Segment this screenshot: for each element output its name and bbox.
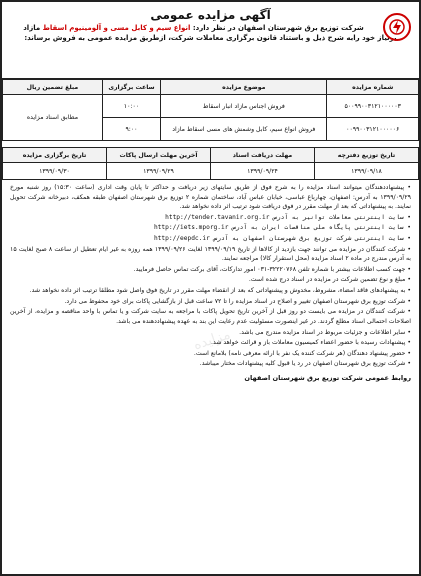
paragraph: • حضور پیشنهاد دهندگان (هر شرکت کننده یک نفر با ارائه معرفی نامه) بلامانع است. <box>10 349 411 359</box>
column-header: تاریخ توزیع دفترچه <box>315 148 419 163</box>
paragraph: • سایر اطلاعات و جزئیات مربوط در اسناد مزایده مندرج می باشد. <box>10 328 411 338</box>
date-cell: ۱۳۹۹/۰۹/۳۰ <box>3 163 107 180</box>
table-header-row <box>3 148 419 163</box>
eepdc-link[interactable]: • سایت اینترنتی شرکت توزیع برق شهرستان اصفهان به آدرس http://eepdc.ir <box>10 234 411 244</box>
paragraph: • به پیشنهادهای فاقد امضاء، مشروط، مخدوش و پیشنهاداتی که بعد از انقضاء مهلت مقرر در تاریخ فوق واصل شود مطلقا ترتیب اثر داده نخواهد شد. <box>10 286 411 296</box>
table-row <box>3 163 419 180</box>
tavanir-link[interactable]: • سایت اینترنتی معاملات توانیر به آدرس http://tender.tavanir.org.ir <box>10 213 411 223</box>
auction-subject: فروش انواع سیم، کابل وشمش های مسی اسقاط مازاد <box>161 118 327 141</box>
column-header: موضوع مزایده <box>161 80 327 95</box>
column-header: مبلغ تضمین ریال <box>3 80 103 95</box>
page-title: آگهی مزایده عمومی <box>150 8 271 22</box>
column-header: ساعت برگزاری <box>102 80 160 95</box>
paragraph: • شرکت کنندگان در مزایده می بایست دو روز قبل از آخرین تاریخ تحویل پاکات با مراجعه به سایت شرکت و یا تماس با واحد مناقصه و مزایده، از آخرین اصلاحات احتمالی اسناد مطلع گردند. در غیر اینصورت مسئولیت عدم رعایت این بند به عهده پیشنهاددهنده می باشد. <box>10 307 411 326</box>
column-header: تاریخ برگزاری مزایده <box>3 148 107 163</box>
paragraph: • پیشنهادات رسیده با حضور اعضاء کمیسیون معاملات باز و قرائت خواهد شد. <box>10 338 411 348</box>
paragraph: • شرکت توزیع برق شهرستان اصفهان تغییر و اصلاح در اسناد مزایده را تا ۷۲ ساعت قبل از بازگشایی پاکات برای خود محفوظ می دارد. <box>10 297 411 307</box>
auction-time: ۹:۰۰ <box>102 118 160 141</box>
subtitle-prefix: شرکت توزیع برق شهرستان اصفهان در نظر دارد: <box>192 24 364 32</box>
table-header-row <box>3 80 419 95</box>
iets-link[interactable]: • سایت اینترنتی پایگاه ملی مناقصات ایران به آدرس http://iets.mporg.ir <box>10 223 411 233</box>
dates-table <box>2 147 419 180</box>
paragraph: • پیشنهاددهندگان میتوانند اسناد مزایده را به شرح فوق از طریق سایتهای زیر دریافت و حداکثر تا پایان وقت اداری (ساعت ۱۵:۳۰) روز شنبه مورخ ۱۳۹۹/۰۹/۲۹ به آدرس: اصفهان، چهارباغ عباسی، خیابان عباس آباد، ساختمان شماره ۲ توزیع برق شهرستان اصفهان طبقه همکف، دبیرخانه شرکت تحویل نمایند. به پیشنهاداتی که بعد از مهلت مقرر در فوق دریافت شود ترتیب اثر داده نخواهد شد. <box>10 183 411 212</box>
subtitle-suffix: مازاد <box>23 24 41 32</box>
paragraph: • مبلغ و نوع تضمین شرکت در مزایده در اسناد درج شده است. <box>10 275 411 285</box>
column-header: شماره مزایده <box>327 80 419 95</box>
watermark: مزایده <box>191 326 233 354</box>
auction-number: ۰۰۹۹۰۰۳۱۲۱۰۰۰۰۰۶ <box>327 118 419 141</box>
column-header: آخرین مهلت ارسال پاکات <box>107 148 211 163</box>
paragraph: • جهت کسب اطلاعات بیشتر با شماره تلفن ۳۲۲۲۰۷۶۸-۰۳۱ امور تدارکات، آقای برکت تماس حاصل فرمایید. <box>10 265 411 275</box>
auction-subject: فروش اجناس مازاد انبار اسقاط <box>161 95 327 118</box>
column-header: مهلت دریافت اسناد <box>211 148 315 163</box>
date-cell: ۱۳۹۹/۰۹/۱۸ <box>315 163 419 180</box>
header <box>2 8 419 79</box>
date-cell: ۱۳۹۹/۰۹/۲۴ <box>211 163 315 180</box>
guarantee-note: مطابق اسناد مزایده <box>3 95 103 141</box>
paragraph: • شرکت کنندگان در مزایده می توانند جهت بازدید از کالاها از تاریخ ۱۳۹۹/۰۹/۱۹ لغایت ۱۳۹۹/۰۹/۲۶ همه روزه به غیر ایام تعطیل از ساعت ۸ صبح لغایت ۱۵ به آدرس مندرج در ماده ۲ اسناد مزایده (محل استقرار کالا) مراجعه نمایند. <box>10 245 411 264</box>
auction-number: ۵۰۰۹۹۰۰۳۱۲۱۰۰۰۰۰۳ <box>327 95 419 118</box>
subtitle-line-1 <box>8 24 379 34</box>
power-company-logo-icon <box>383 13 411 41</box>
auction-time: ۱۰:۰۰ <box>102 95 160 118</box>
date-cell: ۱۳۹۹/۰۹/۲۹ <box>107 163 211 180</box>
subtitle-line-2: برنیاز خود رابه شرح ذیل و باستناد قانون برگزاری معاملات شرکت، ازطریق مزایده عمومی به فروش برساند: <box>24 33 397 42</box>
subtitle-highlight: انواع سیم و کابل مسی و آلومینیوم اسقاط <box>42 24 191 32</box>
auction-table <box>2 79 419 141</box>
paragraph: • شرکت توزیع برق شهرستان اصفهان در رد یا قبول کلیه پیشنهادات مختار میباشد. <box>10 359 411 369</box>
footer-signature: روابط عمومی شرکت توزیع برق شهرستان اصفهان <box>244 373 411 382</box>
table-row <box>3 95 419 118</box>
